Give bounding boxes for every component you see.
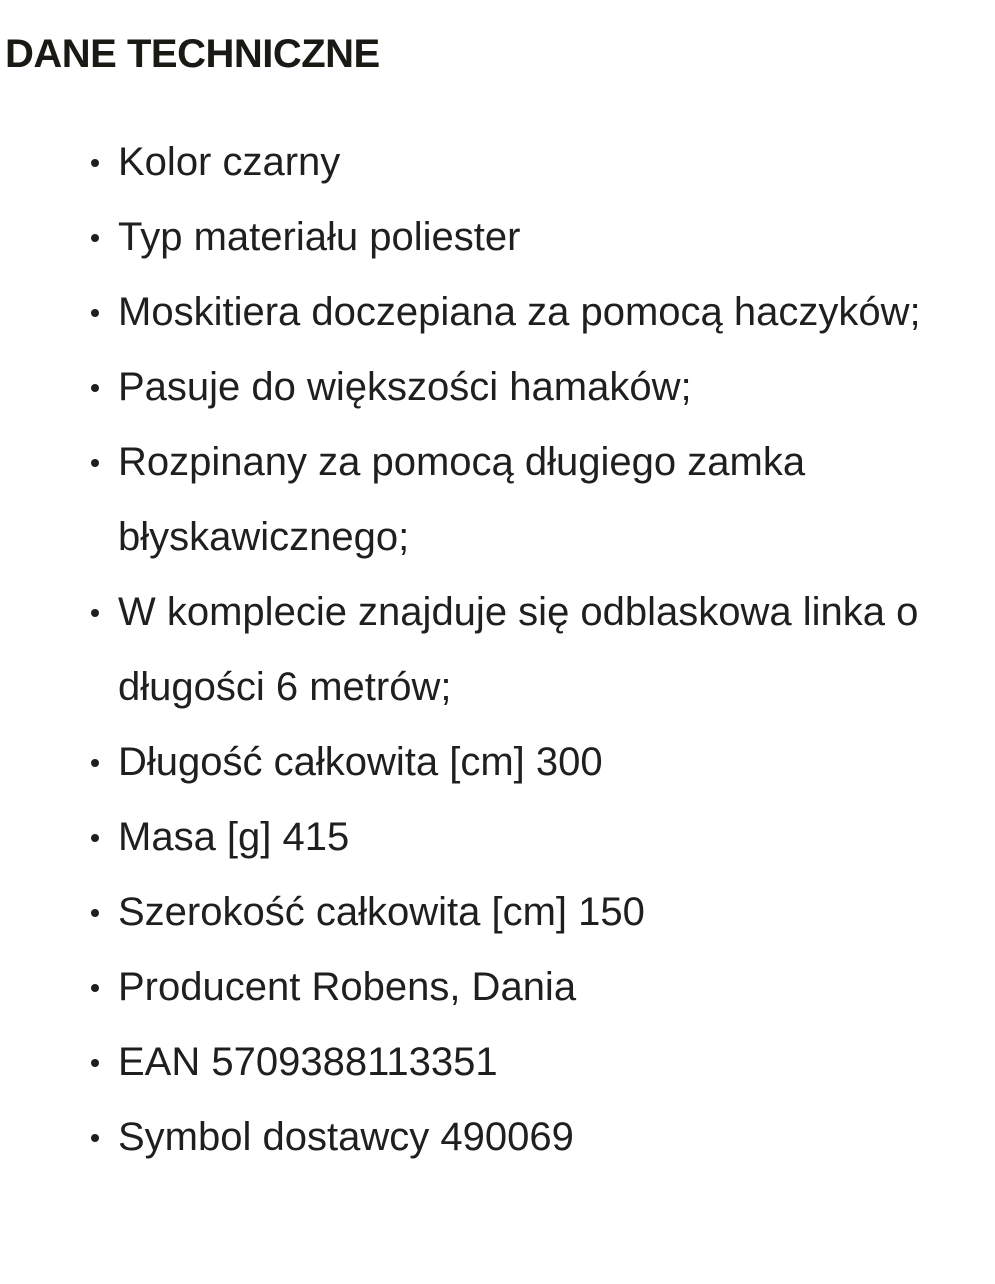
- section-title: DANE TECHNICZNE: [5, 32, 380, 76]
- spec-item-mass: Masa [g] 415: [118, 800, 988, 875]
- spec-item-supplier-symbol: Symbol dostawcy 490069: [118, 1100, 988, 1175]
- spec-item-zipper: Rozpinany za pomocą długiego zamka błyskawicznego;: [118, 425, 988, 575]
- spec-list: [118, 125, 988, 1175]
- spec-item-ean: EAN 5709388113351: [118, 1025, 988, 1100]
- spec-item-color: Kolor czarny: [118, 125, 988, 200]
- spec-item-reflective-line: W komplecie znajduje się odblaskowa linka o długości 6 metrów;: [118, 575, 988, 725]
- spec-item-mosquito-net: Moskitiera doczepiana za pomocą haczyków;: [118, 275, 988, 350]
- spec-item-material: Typ materiału poliester: [118, 200, 988, 275]
- spec-item-compatibility: Pasuje do większości hamaków;: [118, 350, 988, 425]
- spec-item-width: Szerokość całkowita [cm] 150: [118, 875, 988, 950]
- spec-item-length: Długość całkowita [cm] 300: [118, 725, 988, 800]
- spec-item-producer: Producent Robens, Dania: [118, 950, 988, 1025]
